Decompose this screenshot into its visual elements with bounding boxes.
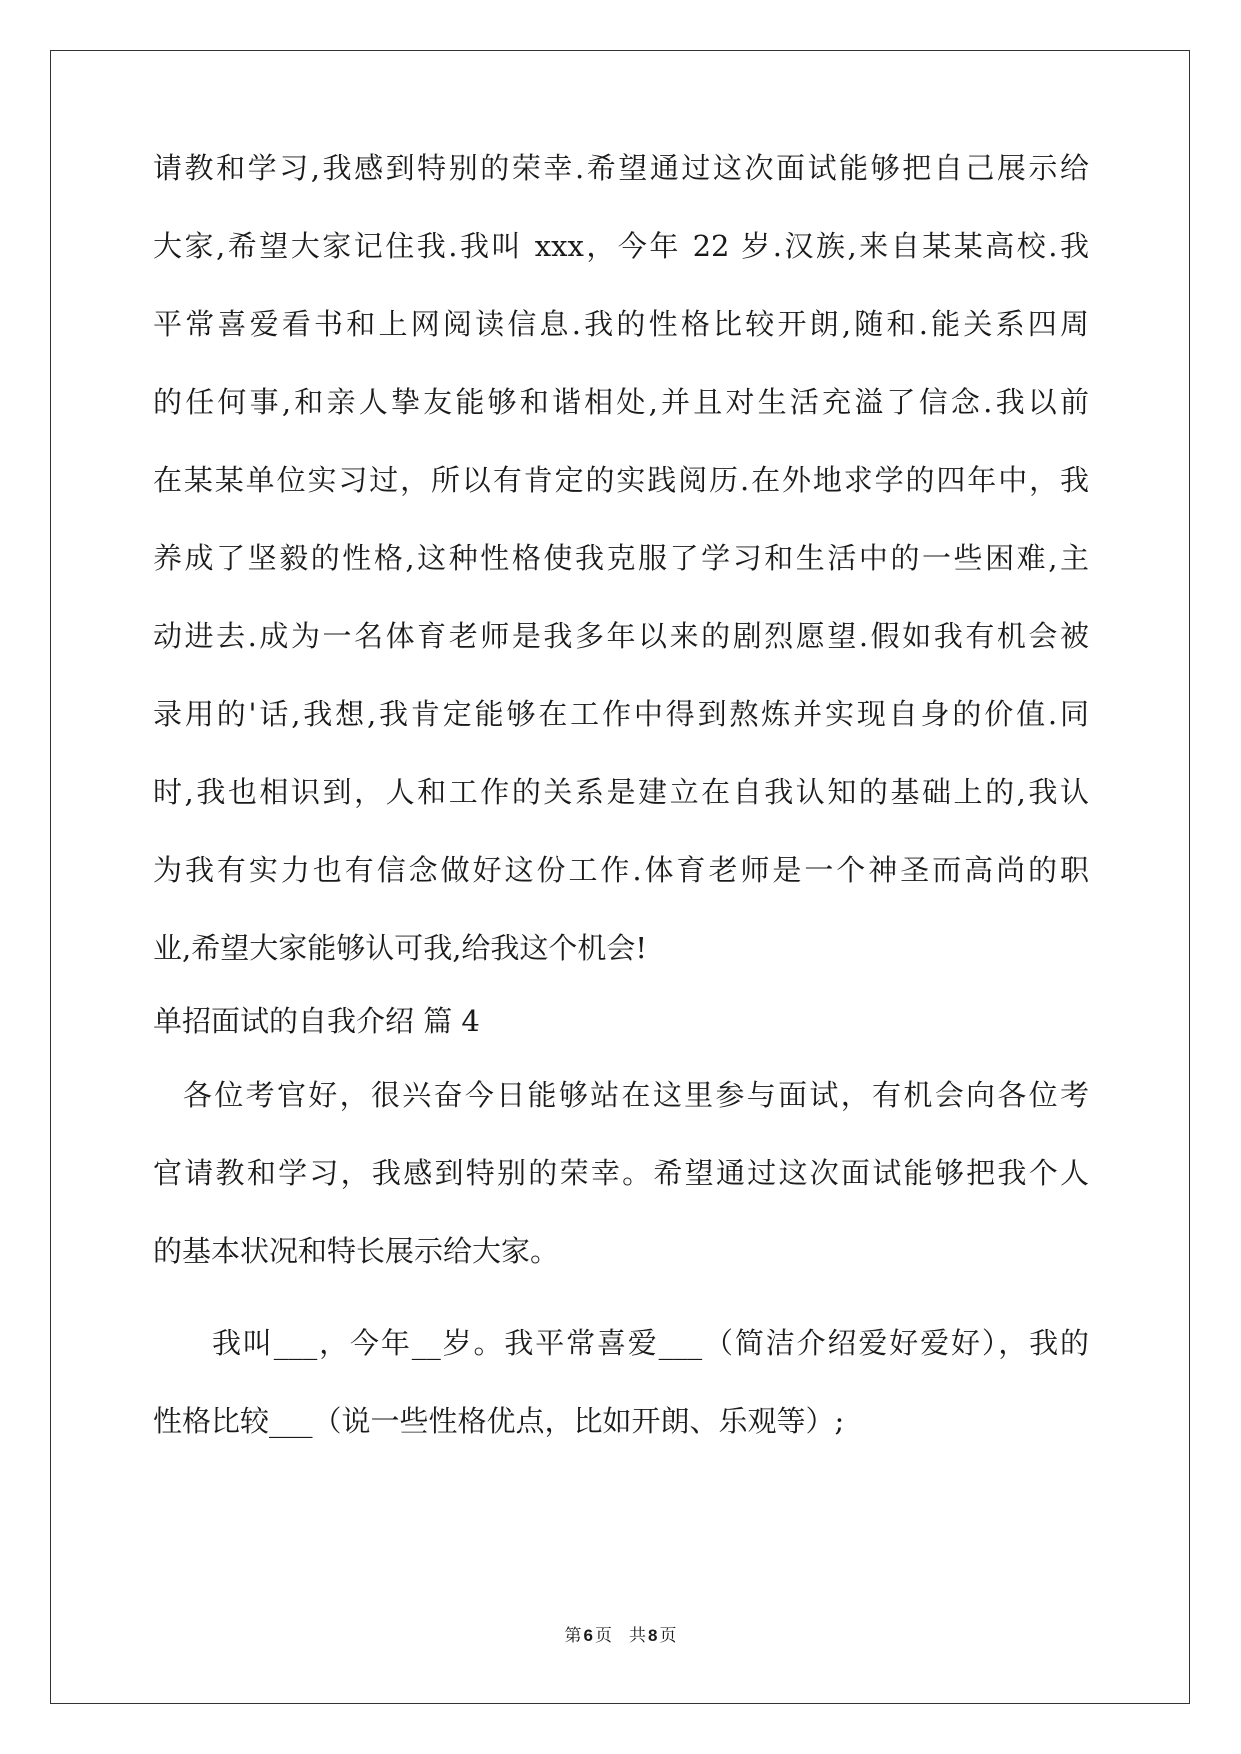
paragraph-line: 录用的'话,我想,我肯定能够在工作中得到熬炼并实现自身的价值.同: [153, 697, 1089, 731]
footer-middle: 页 共: [595, 1626, 646, 1646]
paragraph-line: 大家,希望大家记住我.我叫 xxx，今年 22 岁.汉族,来自某某高校.我: [153, 229, 1089, 263]
paragraph-line: 业,希望大家能够认可我,给我这个机会!: [153, 931, 648, 965]
paragraph-line: 请教和学习,我感到特别的荣幸.希望通过这次面试能够把自己展示给: [153, 151, 1089, 185]
footer-prefix: 第: [564, 1626, 582, 1646]
paragraph-line: 官请教和学习，我感到特别的荣幸。希望通过这次面试能够把我个人: [153, 1156, 1089, 1190]
paragraph-line: 的基本状况和特长展示给大家。: [153, 1234, 560, 1268]
page-footer: [0, 1624, 1241, 1648]
paragraph-line: 平常喜爱看书和上网阅读信息.我的性格比较开朗,随和.能关系四周: [153, 307, 1089, 341]
footer-suffix: 页: [659, 1626, 677, 1646]
paragraph-line: 的任何事,和亲人挚友能够和谐相处,并且对生活充溢了信念.我以前: [153, 385, 1089, 419]
paragraph-line: 性格比较___（说一些性格优点，比如开朗、乐观等）;: [153, 1404, 845, 1438]
section-heading: 单招面试的自我介绍 篇 4: [153, 1004, 480, 1038]
paragraph-line: 时,我也相识到，人和工作的关系是建立在自我认知的基础上的,我认: [153, 775, 1089, 809]
paragraph-line: 各位考官好，很兴奋今日能够站在这里参与面试，有机会向各位考: [183, 1078, 1089, 1112]
paragraph-line: 为我有实力也有信念做好这份工作.体育老师是一个神圣而高尚的职: [153, 853, 1089, 887]
paragraph-line: 养成了坚毅的性格,这种性格使我克服了学习和生活中的一些困难,主: [153, 541, 1089, 575]
paragraph-line: 在某某单位实习过，所以有肯定的实践阅历.在外地求学的四年中，我: [153, 463, 1089, 497]
paragraph-line: 动进去.成为一名体育老师是我多年以来的剧烈愿望.假如我有机会被: [153, 619, 1089, 653]
total-page-number: 8: [648, 1626, 658, 1645]
paragraph-line: 我叫___，今年__岁。我平常喜爱___（简洁介绍爱好爱好），我的: [212, 1326, 1089, 1360]
current-page-number: 6: [583, 1626, 593, 1645]
